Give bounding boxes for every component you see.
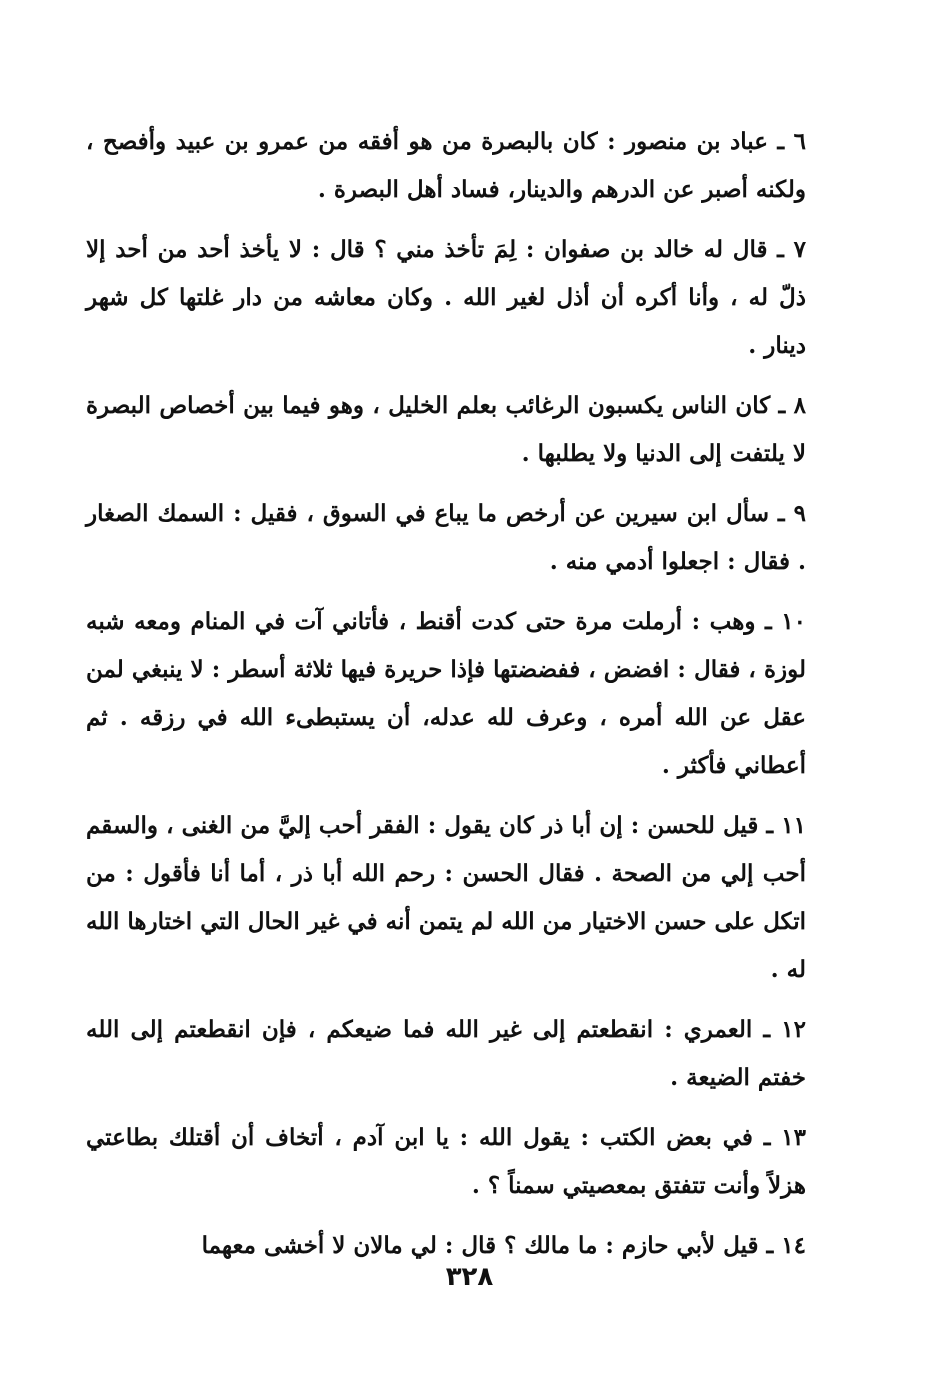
paragraph-number: ١٠	[781, 608, 806, 635]
paragraph-7	[86, 226, 806, 370]
page-number: ٣٢٨	[445, 1262, 494, 1292]
paragraph-number: ١١	[781, 812, 806, 839]
paragraph-12	[86, 1006, 806, 1102]
paragraph-number: ٧	[793, 236, 807, 263]
paragraph-text: ـ قيل للحسن : إن أبا ذر كان يقول : الفقر أحب إليَّ من الغنى ، والسقم أحب إلي من الصحة . فقال الحسن : رحم الله أبا ذر ، أما أنا فأقول : من اتكل على حسن الاختيار من الله لم يتمن أنه في غير الحال التي اختارها الله له .	[86, 812, 806, 983]
page-body	[86, 118, 806, 1282]
paragraph-11	[86, 802, 806, 994]
paragraph-text: ـ في بعض الكتب : يقول الله : يا ابن آدم ، أتخاف أن أقتلك بطاعتي هزلاً وأنت تتفتق بمعصيتي سمناً ؟ .	[86, 1124, 806, 1199]
paragraph-6	[86, 118, 806, 214]
paragraph-number: ٩	[793, 500, 806, 527]
paragraph-text: ـ العمري : انقطعتم إلى غير الله فما ضيعكم ، فإن انقطعتم إلى الله خفتم الضيعة .	[86, 1016, 806, 1091]
paragraph-number: ٨	[793, 392, 807, 419]
paragraph-8	[86, 382, 806, 478]
paragraph-text: ـ سأل ابن سيرين عن أرخص ما يباع في السوق ، فقيل : السمك الصغار . فقال : اجعلوا أدمي منه .	[86, 500, 806, 575]
paragraph-9	[86, 490, 806, 586]
paragraph-text: ـ كان الناس يكسبون الرغائب بعلم الخليل ، وهو فيما بين أخصاص البصرة لا يلتفت إلى الدنيا ولا يطلبها .	[86, 392, 806, 467]
paragraph-number: ١٣	[781, 1124, 806, 1151]
paragraph-number: ١٤	[781, 1232, 806, 1259]
paragraph-13	[86, 1114, 806, 1210]
paragraph-text: ـ قال له خالد بن صفوان : لِمَ تأخذ مني ؟ قال : لا يأخذ أحد من أحد إلا ذلّ له ، وأنا أكره أن أذل لغير الله . وكان معاشه من دار غلتها كل شهر دينار .	[86, 236, 806, 359]
paragraph-10	[86, 598, 806, 790]
paragraph-text: ـ وهب : أرملت مرة حتى كدت أقنط ، فأتاني آت في المنام ومعه شبه لوزة ، فقال : افضض ، ففضضتها فإذا حريرة فيها ثلاثة أسطر : لا ينبغي لمن عقل عن الله أمره ، وعرف لله عدله، أن يستبطىء الله في رزقه . ثم أعطاني فأكثر .	[86, 608, 806, 779]
paragraph-number: ١٢	[781, 1016, 806, 1043]
paragraph-number: ٦	[793, 128, 806, 155]
paragraph-text: ـ قيل لأبي حازم : ما مالك ؟ قال : لي مالان لا أخشى معهما	[201, 1232, 774, 1259]
paragraph-text: ـ عباد بن منصور : كان بالبصرة من هو أفقه من عمرو بن عبيد وأفصح ، ولكنه أصبر عن الدرهم والدينار، فساد أهل البصرة .	[86, 128, 806, 203]
